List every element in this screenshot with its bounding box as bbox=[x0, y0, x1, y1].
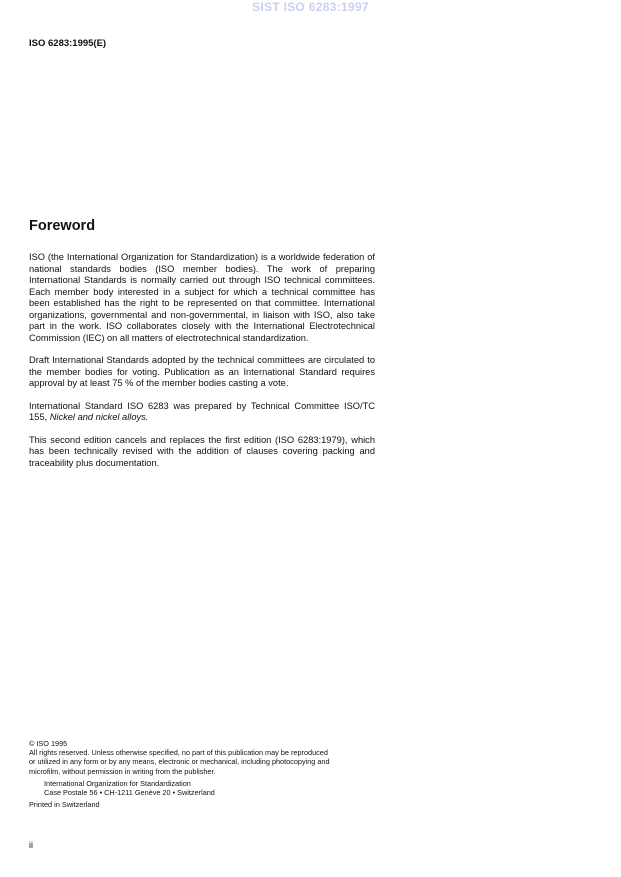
copyright-notice: © ISO 1995 bbox=[29, 739, 68, 748]
rights-line-3: microfilm, without permission in writing from the publisher. bbox=[29, 766, 216, 776]
rights-line-2: or utilized in any form or by any means, electronic or mechanical, including photocopying and bbox=[29, 757, 330, 767]
printed-in: Printed in Switzerland bbox=[29, 800, 100, 810]
foreword-paragraph-3 bbox=[29, 401, 375, 424]
committee-title: Nickel and nickel alloys. bbox=[49, 412, 149, 422]
foreword-body bbox=[29, 252, 375, 480]
organization-name: International Organization for Standardization bbox=[44, 778, 191, 788]
page-number: ii bbox=[29, 840, 33, 850]
foreword-paragraph-2: Draft International Standards adopted by the technical committees are circulated to the member bodies for voting. Publication as an International Standard requires approval by at least 75 % of the member bodies casting a vote. bbox=[29, 355, 375, 388]
copyright-block bbox=[29, 739, 379, 809]
watermark: SIST ISO 6283:1997 bbox=[252, 0, 369, 14]
rights-line-1: All rights reserved. Unless otherwise specified, no part of this publication may be reproduced bbox=[29, 748, 328, 758]
organization-address: Case Postale 56 • CH-1211 Genève 20 • Switzerland bbox=[44, 788, 215, 798]
foreword-heading: Foreword bbox=[29, 218, 96, 234]
foreword-paragraph-3-lead: International Standard ISO 6283 was prepared by Technical Committee ISO/TC 155, bbox=[29, 400, 375, 422]
foreword-paragraph-1: ISO (the International Organization for Standardization) is a worldwide federation of national standards bodies (ISO member bodies). The work of preparing International Standards is normally carried out through ISO technical committees. Each member body interested in a subject for which a technical committee has been established has the right to be represented on that committee. International organizations, governmental and non-governmental, in liaison with ISO, also take part in the work. ISO collaborates closely with the International Electrotechnical Commission (IEC) on all matters of electrotechnical standardization. bbox=[29, 252, 375, 343]
standard-identifier: ISO 6283:1995(E) bbox=[29, 38, 107, 49]
foreword-paragraph-4: This second edition cancels and replaces the first edition (ISO 6283:1979), which has been technically revised with the addition of clauses covering packing and traceability plus documentation. bbox=[29, 434, 375, 468]
